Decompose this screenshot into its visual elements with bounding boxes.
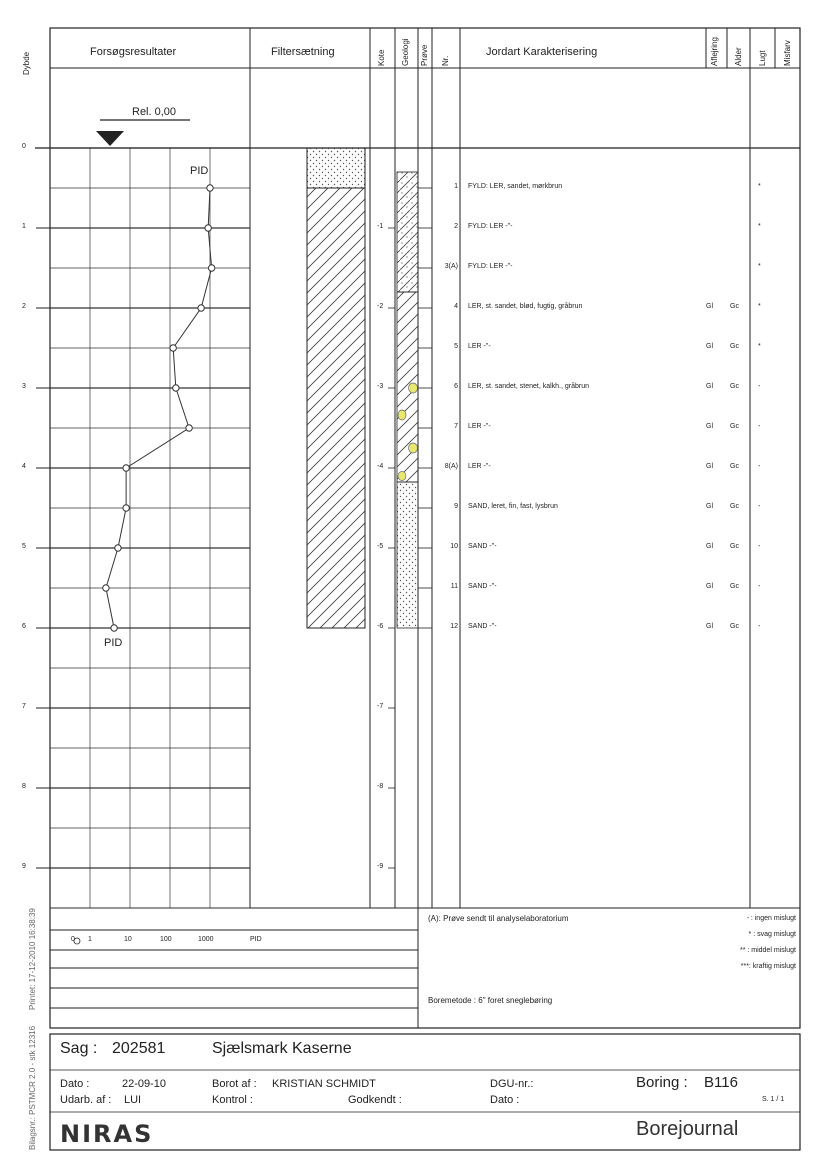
sample-description: LER -"-	[468, 423, 491, 430]
kote-tick-label: -6	[377, 623, 384, 630]
depth-tick-label: 7	[22, 703, 26, 710]
pid-point	[170, 345, 176, 351]
geology-fill-layer	[397, 172, 418, 292]
sample-alder: Gc	[730, 463, 739, 470]
pid-point	[173, 385, 179, 391]
sample-description: SAND -"-	[468, 543, 497, 550]
depth-tick-label: 1	[22, 223, 26, 230]
sample-lugt: -	[758, 543, 761, 550]
sample-lugt: -	[758, 463, 761, 470]
sample-alder: Gc	[730, 383, 739, 390]
sample-aflejring: Gl	[706, 343, 713, 350]
scale-tick-label: 100	[160, 936, 172, 943]
scale-tick-label: 1	[88, 936, 92, 943]
scale-tick-label: 0	[71, 936, 75, 943]
sample-aflejring: Gl	[706, 503, 713, 510]
sag-label: Sag :	[60, 1040, 98, 1057]
rel-label: Rel. 0,00	[132, 106, 177, 118]
geology-column	[397, 172, 418, 628]
kote-tick-label: -1	[377, 223, 384, 230]
dato2-label: Dato :	[490, 1094, 520, 1106]
sample-alder: Gc	[730, 503, 739, 510]
boring-value: B116	[704, 1074, 738, 1091]
sample-lugt: -	[758, 623, 761, 630]
sample-nr: 5	[454, 343, 458, 350]
kote-tick-label: -4	[377, 463, 384, 470]
kote-tick-label: -2	[377, 303, 384, 310]
depth-tick-label: 5	[22, 543, 26, 550]
header-aflejring: Aflejring	[710, 37, 719, 66]
pid-points	[103, 185, 215, 631]
sample-alder: Gc	[730, 543, 739, 550]
sample-description: LER -"-	[468, 463, 491, 470]
sample-lugt: -	[758, 583, 761, 590]
sample-aflejring: Gl	[706, 383, 713, 390]
header-forsog: Forsøgsresultater	[90, 46, 177, 58]
borot-value: KRISTIAN SCHMIDT	[272, 1078, 376, 1090]
header-alder: Alder	[734, 47, 743, 66]
pid-point	[208, 265, 214, 271]
kontrol-label: Kontrol :	[212, 1094, 253, 1106]
pid-point	[205, 225, 211, 231]
pid-profile-line	[106, 188, 212, 628]
sample-lugt: -	[758, 383, 761, 390]
godkendt-label: Godkendt :	[348, 1094, 402, 1106]
sample-description: LER -"-	[468, 343, 491, 350]
sample-aflejring: Gl	[706, 623, 713, 630]
sample-description: FYLD: LER -"-	[468, 263, 513, 270]
sample-lugt: *	[758, 343, 761, 350]
side-print: Printet: 17-12-2010 16:38:39	[28, 908, 37, 1010]
header-nr: Nr.	[441, 55, 450, 66]
header-dybde: Dybde	[22, 51, 31, 75]
sample-description: LER, st. sandet, stenet, kalkh., gråbrun	[468, 383, 590, 390]
kote-tick-label: -7	[377, 703, 384, 710]
header-kote: Kote	[377, 49, 386, 66]
dato-value: 22-09-10	[122, 1078, 167, 1090]
sample-lugt: -	[758, 423, 761, 430]
header-lugt: Lugt	[758, 50, 767, 66]
sample-nr: 4	[454, 303, 458, 310]
geology-sand-layer	[397, 482, 418, 628]
sample-alder: Gc	[730, 343, 739, 350]
sample-lugt: -	[758, 503, 761, 510]
legend-item: ** : middel mislugt	[739, 947, 796, 954]
depth-tick-label: 0	[22, 143, 26, 150]
filter-hatched-section	[307, 188, 365, 628]
sample-nr: 2	[454, 223, 458, 230]
rel-marker	[96, 120, 190, 146]
pid-point	[198, 305, 204, 311]
side-program: Bilagsnr.: PSTMCR 2.0 - stk 12316	[28, 1025, 37, 1150]
sample-nr: 10	[450, 543, 458, 550]
header-filter: Filtersætning	[271, 46, 335, 58]
sample-aflejring: Gl	[706, 543, 713, 550]
filter-dotted-section	[307, 148, 365, 188]
sample-alder: Gc	[730, 303, 739, 310]
depth-tick-label: 3	[22, 383, 26, 390]
header-geologi: Geologi	[401, 38, 410, 66]
sample-nr: 12	[450, 623, 458, 630]
udarb-value: LUI	[124, 1094, 142, 1106]
depth-tick-label: 8	[22, 783, 26, 790]
sample-description: FYLD: LER, sandet, mørkbrun	[468, 183, 563, 190]
dato-label: Dato :	[60, 1078, 90, 1090]
depth-tick-label: 2	[22, 303, 26, 310]
boring-label: Boring :	[636, 1074, 688, 1091]
pid-point	[123, 465, 129, 471]
sample-nr: 1	[454, 183, 458, 190]
sample-nr: 8(A)	[444, 463, 458, 470]
depth-tick-label: 9	[22, 863, 26, 870]
dgu-label: DGU-nr.:	[490, 1078, 534, 1090]
depth-tick-label: 6	[22, 623, 26, 630]
sample-aflejring: Gl	[706, 423, 713, 430]
kote-tick-label: -5	[377, 543, 384, 550]
sample-lugt: *	[758, 303, 761, 310]
project-name: Sjælsmark Kaserne	[212, 1040, 352, 1057]
sample-alder: Gc	[730, 423, 739, 430]
sample-lugt: *	[758, 263, 761, 270]
sample-description: SAND -"-	[468, 583, 497, 590]
pid-label-top: PID	[190, 165, 209, 177]
borot-label: Borot af :	[212, 1078, 257, 1090]
header-jordart: Jordart Karakterisering	[486, 46, 598, 58]
pid-point	[186, 425, 192, 431]
legend-item: ***: kraftig mislugt	[740, 963, 796, 970]
sample-nr: 9	[454, 503, 458, 510]
pid-point	[111, 625, 117, 631]
scale-unit-label: PID	[250, 936, 262, 943]
depth-tick-label: 4	[22, 463, 26, 470]
kote-tick-label: -8	[377, 783, 384, 790]
sample-nr: 3(A)	[444, 263, 458, 270]
sample-aflejring: Gl	[706, 463, 713, 470]
sample-nr: 11	[450, 583, 458, 590]
legend-item: - : ingen mislugt	[746, 915, 796, 922]
sample-alder: Gc	[730, 583, 739, 590]
main-frame	[50, 28, 800, 1028]
pid-point	[103, 585, 109, 591]
sample-alder: Gc	[730, 623, 739, 630]
sample-nr: 6	[454, 383, 458, 390]
pid-point	[207, 185, 213, 191]
sample-description: SAND, leret, fin, fast, lysbrun	[468, 503, 558, 510]
sample-description: SAND -"-	[468, 623, 497, 630]
header-prove: Prøve	[420, 44, 429, 66]
sample-description: FYLD: LER -"-	[468, 223, 513, 230]
sample-nr: 7	[454, 423, 458, 430]
pid-point	[115, 545, 121, 551]
sample-lugt: *	[758, 223, 761, 230]
pid-point	[123, 505, 129, 511]
udarb-label: Udarb. af :	[60, 1094, 112, 1106]
sample-ticks	[418, 188, 432, 628]
sag-value: 202581	[112, 1040, 166, 1057]
header-misfarv: Misfarv	[783, 40, 792, 66]
sample-lugt: *	[758, 183, 761, 190]
scale-tick-label: 10	[124, 936, 132, 943]
kote-tick-label: -9	[377, 863, 384, 870]
pid-grid	[36, 148, 250, 908]
page-number: S. 1 / 1	[762, 1096, 785, 1103]
boremetode-note: Boremetode : 6" foret sneglebøring	[428, 996, 553, 1005]
kote-tick-label: -3	[377, 383, 384, 390]
sample-aflejring: Gl	[706, 303, 713, 310]
pid-label-bottom: PID	[104, 637, 123, 649]
kote-ticks	[388, 228, 395, 868]
legend-item: * : svag mislugt	[748, 931, 796, 938]
analysis-note: (A): Prøve sendt til analyselaboratorium	[428, 914, 569, 923]
sample-aflejring: Gl	[706, 583, 713, 590]
lower-boxes	[50, 908, 418, 1028]
niras-logo: NIRAS	[60, 1120, 154, 1148]
doc-type: Borejournal	[636, 1118, 739, 1140]
scale-tick-label: 1000	[198, 936, 214, 943]
sample-description: LER, st. sandet, blød, fugtig, gråbrun	[468, 303, 583, 310]
